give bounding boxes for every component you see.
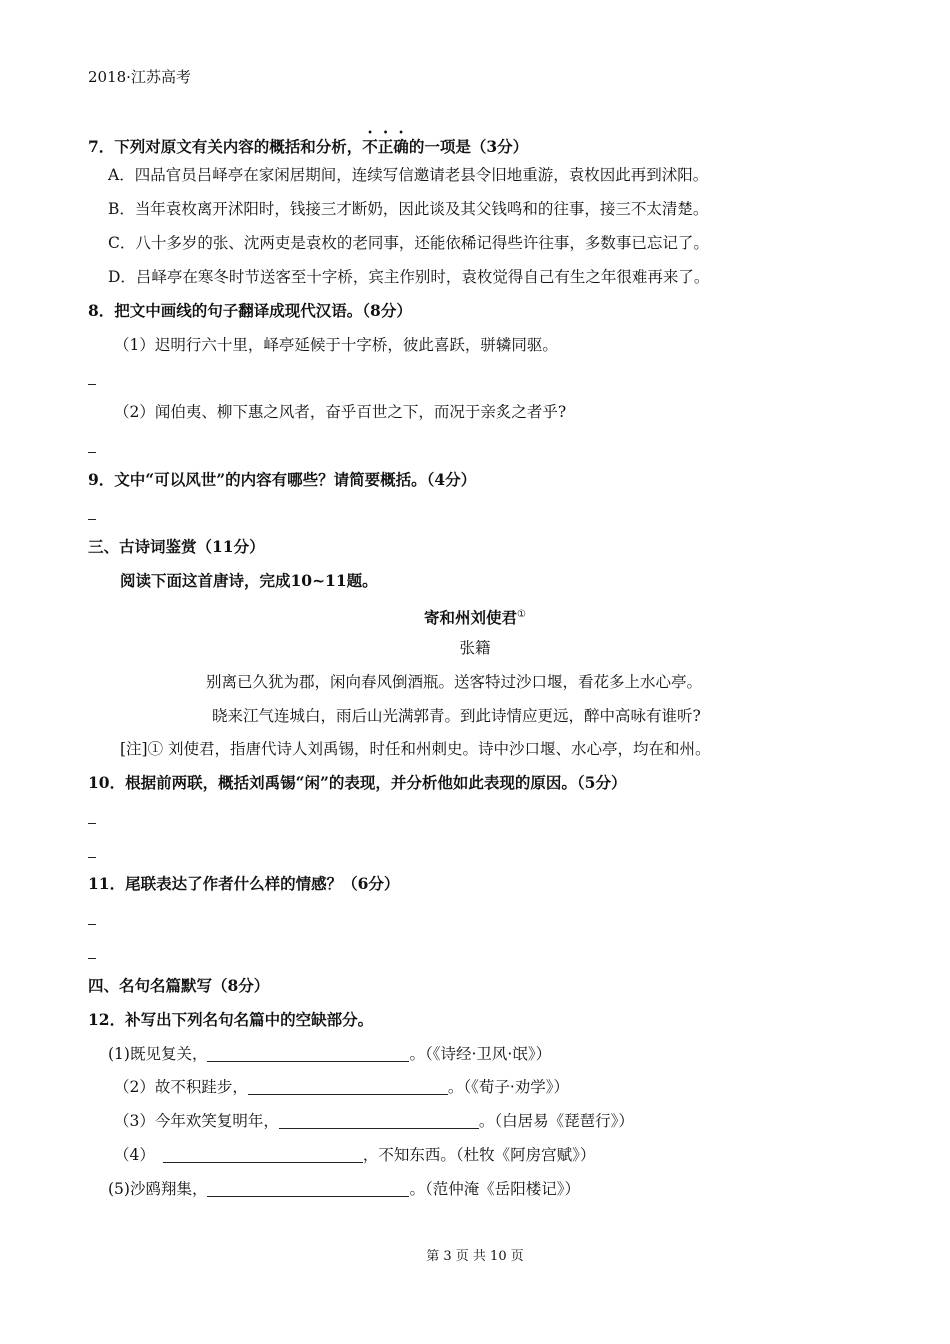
section-4-title: 四、名句名篇默写（8分） [88,976,270,995]
answer-line [88,519,96,520]
fill-item-prefix: （3）今年欢笑复明年， [114,1112,279,1130]
section-3-instruction: 阅读下面这首唐诗，完成10~11题。 [120,571,378,590]
poem-author: 张籍 [459,639,491,657]
question-7-emphasis: 不正确 [362,137,409,156]
question-8-sentence-2: （2）闻伯夷、柳下惠之风者，奋乎百世之下，而况于亲炙之者乎? [114,403,567,421]
fill-item-suffix: 。（白居易《琵琶行》） [478,1112,634,1130]
question-7-option-d: D．吕峄亭在寒冬时节送客至十字桥，宾主作别时，袁枚觉得自己有生之年很难再来了。 [108,268,710,286]
question-9-stem: 9．文中“可以风世”的内容有哪些？请简要概括。（4分） [88,470,477,489]
answer-line [88,857,96,858]
fill-item-prefix: （4） [114,1146,155,1164]
page-footer: 第 3 页 共 10 页 [426,1249,524,1264]
fill-item-1 [108,1043,551,1065]
page-header: 2018·江苏高考 [88,68,191,86]
answer-line [88,452,96,453]
fill-blank[interactable] [163,1146,363,1163]
fill-blank[interactable] [248,1078,448,1095]
fill-item-suffix: 。（《诗经·卫风·氓》） [409,1045,552,1063]
poem-footnote-mark: ① [517,609,526,620]
question-7-option-b: B．当年袁枚离开沭阳时，钱接三才断奶，因此谈及其父钱鸣和的往事，接三不太清楚。 [108,200,709,218]
poem-title [0,604,950,629]
poem-title-text: 寄和州刘使君 [424,608,518,628]
question-7-stem-a: 7．下列对原文有关内容的概括和分析， [88,137,363,156]
fill-item-3 [114,1110,634,1132]
section-3-title: 三、古诗词鉴赏（11分） [88,537,265,556]
fill-blank[interactable] [207,1180,409,1197]
poem-line-2: 晓来江气连城白，雨后山光满郭青。到此诗情应更远，醉中高咏有谁听? [212,707,701,725]
answer-line [88,823,96,824]
fill-item-prefix: (1)既见复关， [108,1045,208,1063]
fill-item-5 [108,1178,580,1200]
fill-item-suffix: ，不知东西。（杜牧《阿房宫赋》） [362,1146,596,1164]
fill-blank[interactable] [207,1045,409,1062]
question-7-option-a: A．四品官员吕峄亭在家闲居期间，连续写信邀请老县令旧地重游，袁枚因此再到沭阳。 [108,166,709,184]
question-7-stem-b: 的一项是（3分） [408,137,529,156]
fill-item-prefix: (5)沙鸥翔集， [108,1180,208,1198]
poem-line-1: 别离已久犹为郡，闲向春风倒酒瓶。送客特过沙口堰，看花多上水心亭。 [206,673,703,691]
answer-line [88,384,96,385]
question-11-stem: 11．尾联表达了作者什么样的情感？（6分） [88,874,400,893]
fill-item-suffix: 。（《荀子·劝学》） [447,1078,570,1096]
question-12-stem: 12．补写出下列名句名篇中的空缺部分。 [88,1010,374,1029]
fill-item-4 [114,1144,595,1166]
poem-note: [注]① 刘使君，指唐代诗人刘禹锡，时任和州刺史。诗中沙口堰、水心亭，均在和州。 [120,740,711,758]
fill-item-prefix: （2）故不积跬步， [114,1078,248,1096]
question-10-stem: 10．根据前两联，概括刘禹锡“闲”的表现，并分析他如此表现的原因。（5分） [88,773,627,792]
fill-item-2 [114,1076,569,1098]
fill-blank[interactable] [279,1112,479,1129]
question-8-sentence-1: （1）迟明行六十里，峄亭延候于十字桥，彼此喜跃，骈辚同驱。 [114,336,558,354]
question-7-option-c: C．八十多岁的张、沈两吏是袁枚的老同事，还能依稀记得些许往事，多数事已忘记了。 [108,234,709,252]
question-7-stem [88,127,528,158]
fill-item-suffix: 。（范仲淹《岳阳楼记》） [409,1180,580,1198]
answer-line [88,958,96,959]
question-8-stem: 8．把文中画线的句子翻译成现代汉语。（8分） [88,301,412,320]
answer-line [88,924,96,925]
